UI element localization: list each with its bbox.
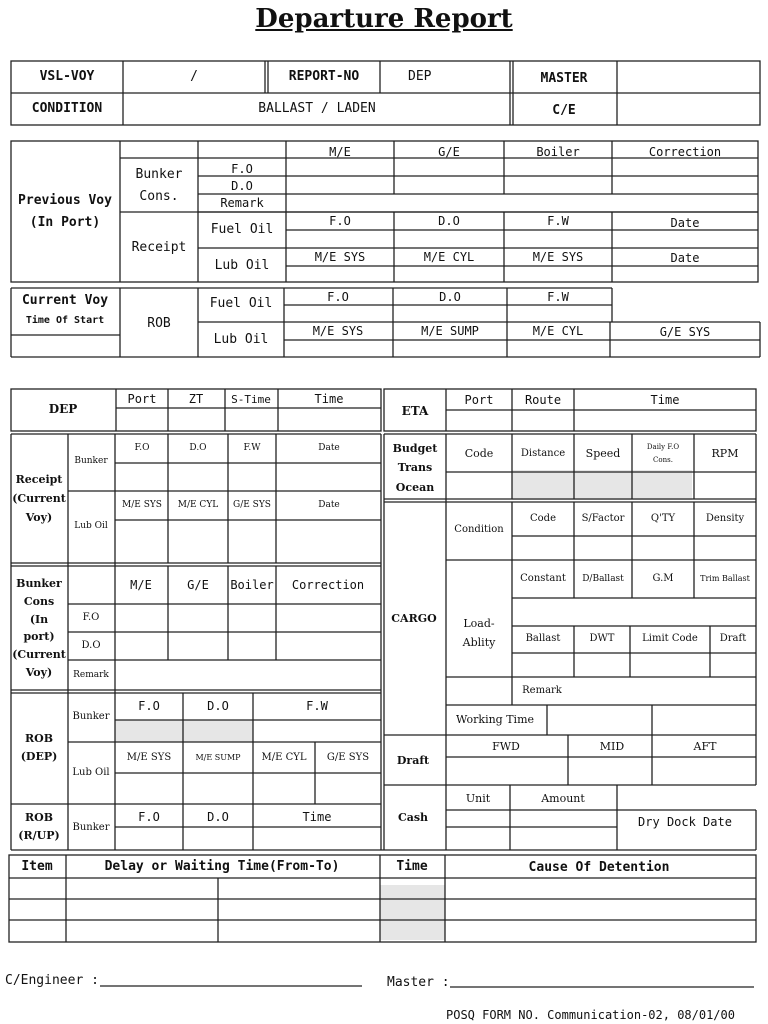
eta-label: ETA [401,404,429,418]
bunker-cons-row-do: D.O [81,640,101,651]
col-boiler: Boiler [536,145,580,159]
lub-col-me-sys: M/E SYS [314,250,366,264]
fo-row-label: F.O [231,162,253,176]
rob-dep-sublabel: (DEP) [20,750,58,763]
budget-col-distance: Distance [520,448,566,459]
delay-col-waiting-time: Delay or Waiting Time(From-To) [104,859,340,874]
budget-col-cons: Cons. [653,456,673,464]
rob-dep-label: ROB [24,732,54,745]
receipt-lub-oil-label: Lub Oil [74,521,108,531]
cargo-remark-label: Remark [522,685,562,696]
draft-col-fwd: FWD [492,740,520,753]
condition-value[interactable]: BALLAST / LADEN [258,101,376,116]
current-fuel-oil-label: Fuel Oil [209,296,273,311]
bunker-cons-col-correction: Correction [291,578,365,592]
trans-label: Trans [397,461,433,474]
fuel-col-fo: F.O [329,214,351,228]
loadability-sublabel: Ablity [462,636,496,649]
receipt-col-lub-date: Date [318,500,340,510]
cargo-condition-label: Condition [454,524,504,535]
lub-col-me-sys-2: M/E SYS [532,250,584,264]
receipt-col-me-sys: M/E SYS [122,500,162,510]
vsl-voy-value[interactable]: / [190,69,198,84]
delay-col-item: Item [21,859,53,874]
cargo-col-code: Code [530,513,556,524]
dep-col-zt: ZT [188,392,204,406]
bunker-cons-row-fo: F.O [82,612,100,623]
current-col-fw: F.W [547,290,569,304]
bunker-label: Bunker [135,167,183,182]
fuel-col-do: D.O [438,214,460,228]
loadability-label: Load- [463,617,495,630]
bunker-cons-col-boiler: Boiler [230,578,274,592]
current-col-me-cyl: M/E CYL [532,324,584,338]
cash-label: Cash [397,811,429,824]
ce-label: C/E [552,103,576,118]
remark-row-label: Remark [220,196,264,210]
cash-col-unit: Unit [465,792,491,805]
budget-col-code: Code [464,447,494,460]
fuel-oil-label: Fuel Oil [210,222,274,237]
budget-col-speed: Speed [585,447,621,460]
receipt-bunker-label: Bunker [74,456,108,466]
receipt-current-label: Receipt [15,473,63,486]
budget-col-rpm: RPM [711,447,739,460]
dep-col-time: Time [314,392,344,406]
rob-dep-col-me-sump: M/E SUMP [195,753,241,762]
report-title: Departure Report [255,4,513,34]
col-me: M/E [329,145,351,159]
col-ge: G/E [438,145,460,159]
eta-col-route: Route [524,393,562,407]
lub-col-me-cyl: M/E CYL [423,250,475,264]
rob-rup-col-time: Time [302,810,332,824]
receipt-col-date: Date [318,443,340,453]
rob-rup-sublabel: (R/UP) [18,829,60,842]
col-correction: Correction [648,145,722,159]
cargo-col-limit-code: Limit Code [642,633,698,644]
receipt-col-me-cyl: M/E CYL [177,500,219,510]
fuel-col-fw: F.W [547,214,569,228]
current-lub-oil-label: Lub Oil [213,332,269,347]
dep-col-stime: S-Time [231,393,271,406]
cargo-col-draft: Draft [719,633,747,644]
bunker-cons-row-remark: Remark [73,670,109,680]
rob-dep-col-fw: F.W [306,699,328,713]
do-row-label: D.O [231,179,253,193]
rob-dep-col-fo: F.O [138,699,160,713]
current-col-fo: F.O [327,290,349,304]
engineer-signature-label: C/Engineer : [5,973,99,988]
bunker-cons-line4: port) [23,630,55,643]
draft-col-aft: AFT [693,740,717,753]
draft-label: Draft [396,754,430,767]
cargo-col-trim-ballast: Trim Ballast [700,574,750,583]
rob-dep-col-me-sys: M/E SYS [126,752,172,763]
delay-col-time: Time [396,859,428,874]
dep-label: DEP [48,402,78,416]
current-col-me-sys: M/E SYS [312,324,364,338]
cargo-label: CARGO [391,612,437,625]
receipt-col-fw: F.W [243,443,261,453]
rob-dep-col-me-cyl: M/E CYL [261,752,307,763]
cargo-col-dwt: DWT [589,633,615,644]
rob-rup-col-fo: F.O [138,810,160,824]
rob-rup-col-do: D.O [207,810,229,824]
delay-col-cause: Cause Of Detention [528,860,670,875]
receipt-col-fo: F.O [134,443,150,453]
bunker-cons-line2: Cons [23,595,55,608]
rob-rup-bunker-label: Bunker [72,822,110,833]
cargo-col-sfactor: S/Factor [581,513,625,524]
rob-dep-lub-oil-label: Lub Oil [72,767,110,778]
current-col-ge-sys: G/E SYS [659,325,711,339]
current-col-me-sump: M/E SUMP [421,324,479,338]
draft-col-mid: MID [599,740,625,753]
cash-col-amount: Amount [541,792,585,805]
time-of-start-label: Time Of Start [25,315,105,326]
cons-label: Cons. [139,189,179,204]
rob-label: ROB [147,316,171,331]
report-no-label: REPORT-NO [288,69,360,84]
bunker-cons-line6: Voy) [25,666,53,679]
eta-col-time: Time [650,393,680,407]
master-signature-label: Master : [387,975,450,990]
rob-dep-bunker-label: Bunker [72,711,110,722]
receipt-col-ge-sys: G/E SYS [233,500,271,510]
receipt-current-sub2: Voy) [25,511,53,524]
cargo-col-ballast: Ballast [525,633,561,644]
receipt-col-do: D.O [189,443,207,453]
rob-dep-col-ge-sys: G/E SYS [326,752,370,763]
bunker-cons-col-ge: G/E [187,578,209,592]
bunker-cons-line3: (In [29,613,49,626]
lub-oil-label: Lub Oil [214,258,270,273]
previous-voy-label: Previous Voy [18,193,112,208]
fuel-col-date: Date [670,216,700,230]
working-time-label: Working Time [455,713,535,726]
cargo-col-gm: G.M [652,573,674,584]
lub-col-date: Date [670,251,700,265]
eta-col-port: Port [464,393,494,407]
previous-voy-sublabel: (In Port) [29,215,101,230]
receipt-label: Receipt [131,240,187,255]
report-no-value[interactable]: DEP [408,69,432,84]
master-label: MASTER [540,71,588,86]
cargo-col-density: Density [705,513,745,524]
bunker-cons-label: Bunker [16,577,62,590]
dep-col-port: Port [127,392,157,406]
cargo-col-dballast: D/Ballast [582,574,624,584]
condition-label: CONDITION [31,101,103,116]
dry-dock-date-label: Dry Dock Date [638,815,732,829]
rob-dep-col-do: D.O [207,699,229,713]
ocean-label: Ocean [395,481,435,494]
current-voy-label: Current Voy [21,293,109,308]
cargo-col-qty: Q'TY [650,513,676,524]
rob-rup-label: ROB [24,811,54,824]
bunker-cons-col-me: M/E [130,578,152,592]
bunker-cons-line5: (Current [12,648,66,661]
cargo-col-constant: Constant [520,573,566,584]
budget-col-daily-fo: Daily F.O [646,443,680,451]
vsl-voy-label: VSL-VOY [39,69,95,84]
receipt-current-sub1: (Current [12,492,66,505]
budget-label: Budget [392,442,438,455]
form-number: POSQ FORM NO. Communication-02, 08/01/00 [446,1008,735,1022]
current-col-do: D.O [439,290,461,304]
